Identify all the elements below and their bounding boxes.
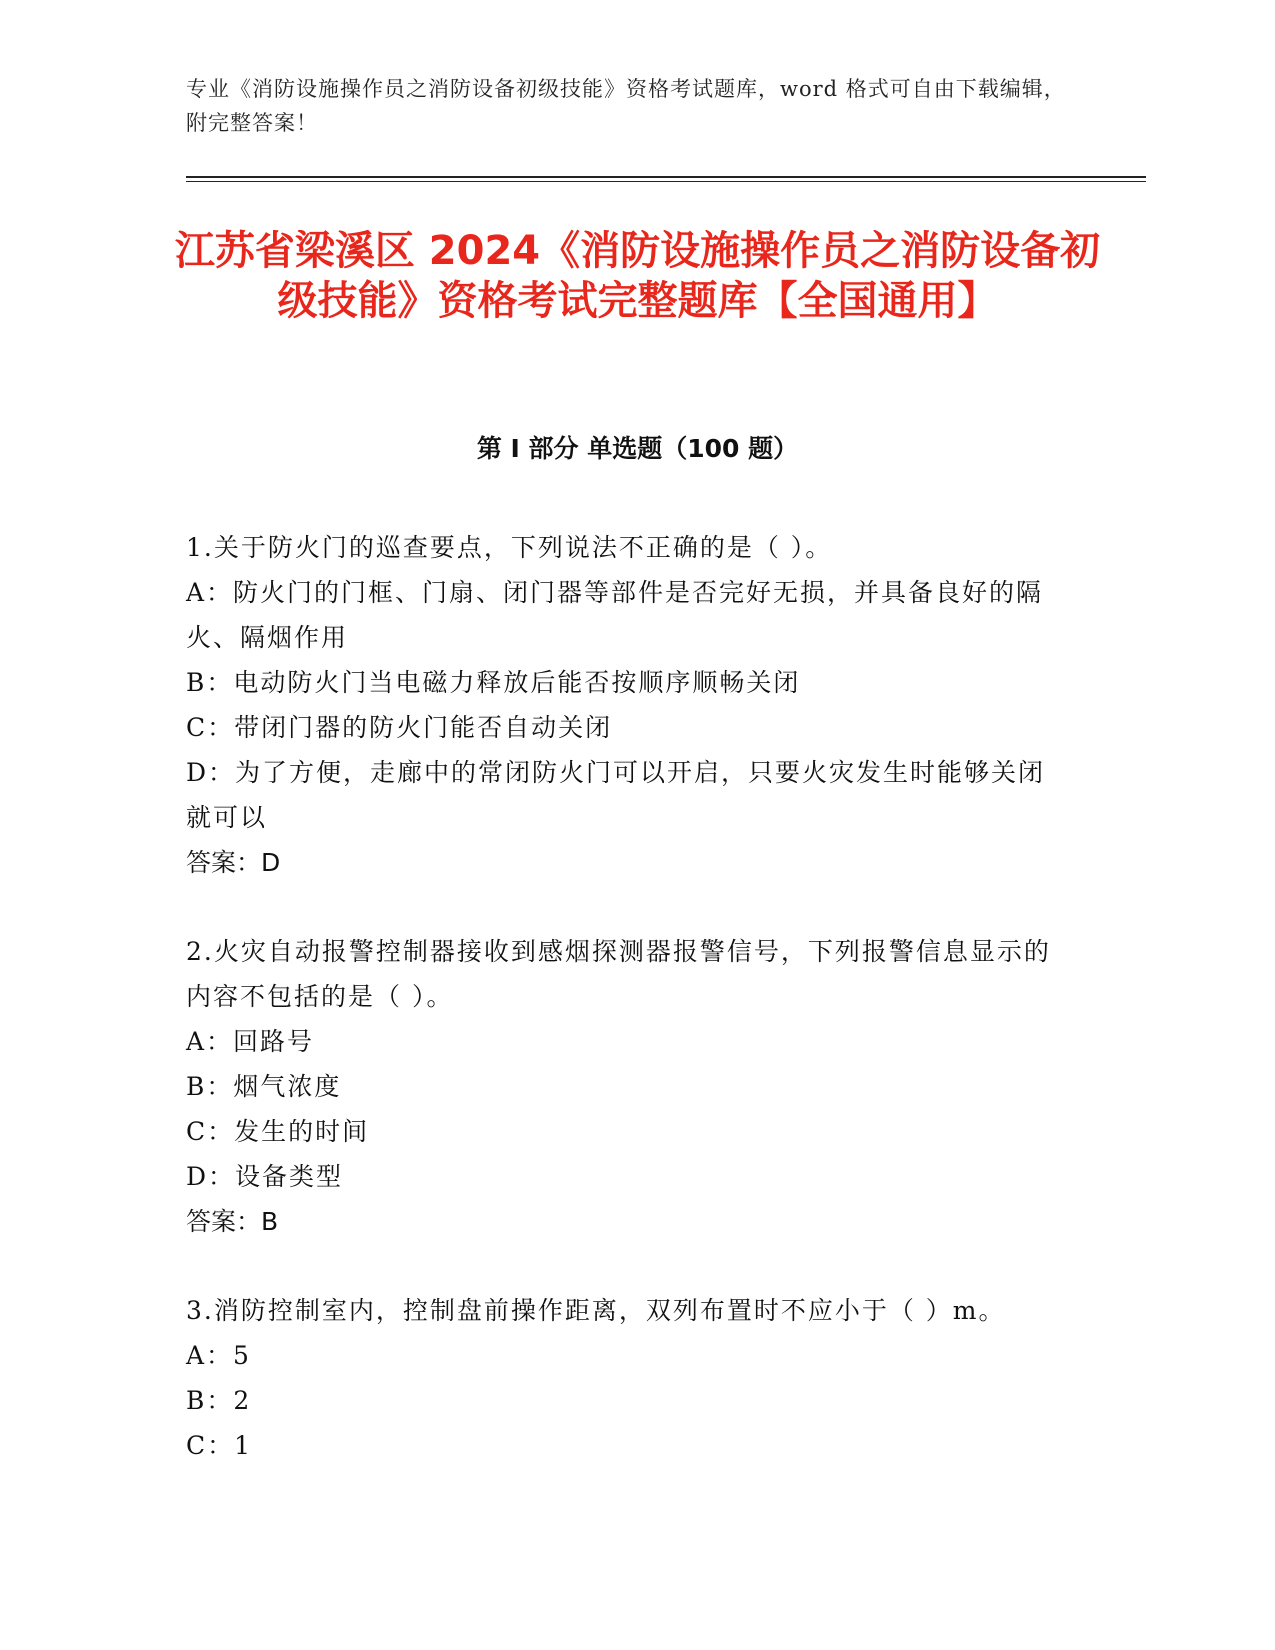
answer-label: 答案：D [186, 848, 281, 877]
header-divider-thick [186, 176, 1146, 178]
question-stem: 2.火灾自动报警控制器接收到感烟探测器报警信号，下列报警信息显示的内容不包括的是（ ）。 [186, 937, 1051, 1011]
option-a: A：5 [186, 1341, 251, 1370]
header-note: 专业《消防设施操作员之消防设备初级技能》资格考试题库，word 格式可自由下载编辑，附完整答案！ [186, 77, 1066, 135]
option-c: C：1 [186, 1431, 253, 1460]
option-c: C：发生的时间 [186, 1117, 370, 1146]
option-b: B：2 [186, 1386, 252, 1415]
option-a: A：防火门的门框、门扇、闭门器等部件是否完好无损，并具备良好的隔火、隔烟作用 [186, 578, 1044, 652]
document-title: 江苏省梁溪区 2024《消防设施操作员之消防设备初级技能》资格考试完整题库【全国通用】 [174, 228, 1101, 324]
question-stem: 1.关于防火门的巡查要点，下列说法不正确的是（ ）。 [186, 533, 833, 562]
question-1 [186, 525, 1066, 885]
option-d: D：设备类型 [186, 1162, 344, 1191]
header-divider-thin [186, 181, 1146, 182]
option-c: C：带闭门器的防火门能否自动关闭 [186, 713, 613, 742]
option-b: B：电动防火门当电磁力释放后能否按顺序顺畅关闭 [186, 668, 801, 697]
section-heading: 第 I 部分 单选题（100 题） [476, 434, 799, 463]
option-d: D：为了方便，走廊中的常闭防火门可以开启，只要火灾发生时能够关闭就可以 [186, 758, 1046, 832]
option-b: B：烟气浓度 [186, 1072, 342, 1101]
question-2 [186, 929, 1066, 1244]
question-stem: 3.消防控制室内，控制盘前操作距离，双列布置时不应小于（ ）m。 [186, 1296, 1006, 1325]
question-list [186, 525, 1066, 1512]
question-3 [186, 1288, 1066, 1468]
option-a: A：回路号 [186, 1027, 315, 1056]
answer-label: 答案：B [186, 1207, 279, 1236]
